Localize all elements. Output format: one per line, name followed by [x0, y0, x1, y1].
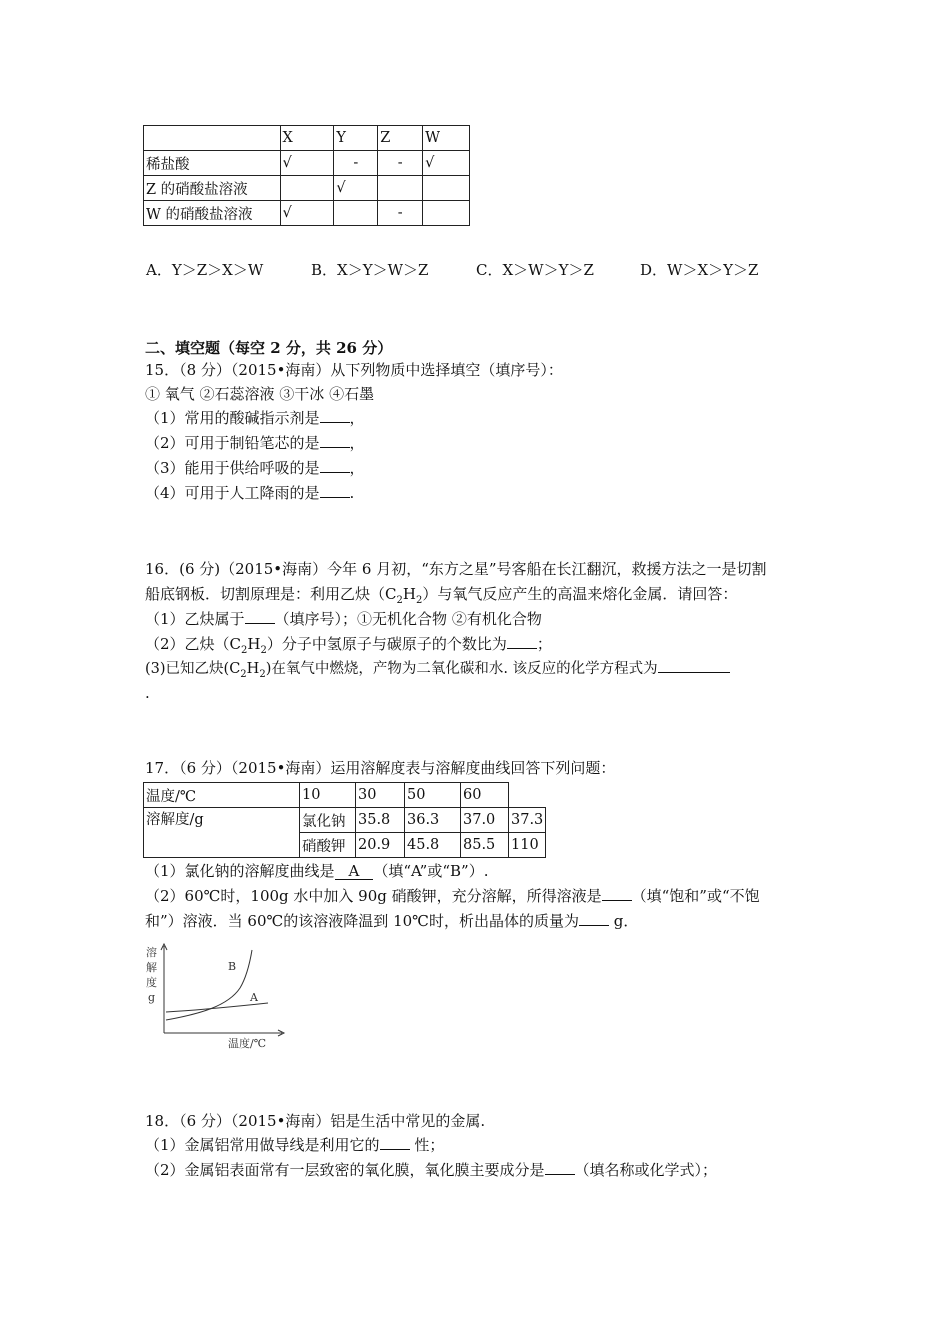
table-cell: 硝酸钾 [300, 833, 356, 858]
text: （填序号）；①无机化合物 ②有机化合物 [274, 610, 542, 628]
subscript: 2 [396, 595, 403, 606]
table-cell: - [378, 201, 423, 226]
answer-blank[interactable] [507, 633, 537, 649]
text: （2）乙炔（C [145, 635, 242, 653]
item-end: ， [349, 434, 365, 452]
option-d: D．W＞X＞Y＞Z [640, 261, 759, 279]
table-cell: W 的硝酸盐溶液 [144, 201, 281, 226]
y-axis-label-char: 解 [146, 961, 157, 974]
table-cell [334, 201, 378, 226]
table-cell: Y [334, 126, 378, 151]
reaction-table [143, 125, 470, 226]
item-end: ， [349, 409, 365, 427]
q16-line-1: 16．(6 分)（2015•海南）今年 6 月初，“东方之星”号客船在长江翻沉，救援方法之一是切割 [145, 560, 767, 578]
table-cell [280, 176, 334, 201]
subscript: 2 [260, 645, 267, 656]
table-cell: W [423, 126, 470, 151]
q15-item-1 [145, 406, 365, 430]
text: （填“A”或“B”）. [373, 862, 489, 880]
q16-item-3 [145, 657, 730, 681]
curve-a [166, 1003, 268, 1012]
table-cell: √ [280, 151, 334, 176]
table-cell: 35.8 [356, 808, 405, 833]
table-cell: √ [423, 151, 470, 176]
table-cell: 温度/℃ [144, 783, 300, 808]
item-text: （2）可用于制铅笔芯的是 [145, 434, 320, 452]
table-cell: 稀盐酸 [144, 151, 281, 176]
q18-stem: 18．（6 分）（2015•海南）铝是生活中常见的金属. [145, 1112, 486, 1130]
text: (3)已知乙炔(C [145, 661, 241, 677]
q16-end-dot: . [145, 684, 150, 702]
table-cell [423, 176, 470, 201]
q18-item-1 [145, 1133, 444, 1157]
table-cell: Z [378, 126, 423, 151]
text: （填“饱和”或“不饱 [631, 887, 760, 905]
text: （1）氯化钠的溶解度曲线是 [145, 862, 335, 880]
table-cell: 溶解度/g [144, 808, 300, 858]
option-b: B．X＞Y＞W＞Z [311, 261, 429, 279]
text: ）分子中氢原子与碳原子的个数比为 [266, 635, 507, 653]
table-cell: Z 的硝酸盐溶液 [144, 176, 281, 201]
text: H [246, 661, 260, 677]
table-cell: 85.5 [461, 833, 509, 858]
item-end: . [349, 484, 355, 502]
text: ； [536, 635, 552, 653]
text: H [247, 635, 261, 653]
answer-blank[interactable] [658, 657, 730, 673]
table-header-row [144, 126, 470, 151]
answer-blank[interactable] [320, 482, 350, 498]
answer-blank[interactable] [245, 608, 275, 624]
table-cell: - [378, 151, 423, 176]
q16-item-2 [145, 632, 552, 656]
table-cell: - [334, 151, 378, 176]
q17-item-2-cont [145, 909, 638, 933]
table-cell: 110 [509, 833, 546, 858]
answer-filled[interactable]: A [335, 863, 374, 880]
table-cell: 37.0 [461, 808, 509, 833]
table-row [144, 176, 470, 201]
table-cell: 氯化钠 [300, 808, 356, 833]
table-cell [378, 176, 423, 201]
text: （2）60℃时，100g 水中加入 90g 硝酸钾，充分溶解，所得溶液是 [145, 887, 602, 905]
subscript: 2 [415, 595, 423, 606]
table-cell: 20.9 [356, 833, 405, 858]
answer-blank[interactable] [579, 910, 609, 926]
table-cell: 45.8 [405, 833, 461, 858]
answer-blank[interactable] [320, 432, 350, 448]
curve-b-label: B [228, 960, 237, 973]
solubility-table [143, 782, 546, 858]
y-axis-label-char: 度 [146, 976, 157, 989]
q17-item-1 [145, 859, 488, 883]
item-text: （3）能用于供给呼吸的是 [145, 459, 320, 477]
q18-item-2 [145, 1158, 717, 1182]
solubility-curve-graph [140, 940, 290, 1055]
q15-item-4 [145, 481, 354, 505]
q15-choices: ① 氧气 ②石蕊溶液 ③干冰 ④石墨 [145, 385, 375, 403]
answer-blank[interactable] [380, 1134, 410, 1150]
text: （填名称或化学式）； [574, 1161, 718, 1179]
option-a: A．Y＞Z＞X＞W [146, 261, 264, 279]
table-cell [509, 783, 546, 808]
text: （1）金属铝常用做导线是利用它的 [145, 1136, 380, 1154]
q17-stem: 17．（6 分）（2015•海南）运用溶解度表与溶解度曲线回答下列问题： [145, 759, 616, 777]
text: 和”）溶液．当 60℃的该溶液降温到 10℃时，析出晶体的质量为 [145, 912, 579, 930]
item-text: （4）可用于人工降雨的是 [145, 484, 320, 502]
table-cell [144, 126, 281, 151]
q15-stem: 15．（8 分）（2015•海南）从下列物质中选择填空（填序号）： [145, 361, 563, 379]
q15-item-2 [145, 431, 365, 455]
text: ）与氧气反应产生的高温来熔化金属．请回答： [422, 585, 738, 603]
option-c: C．X＞W＞Y＞Z [476, 261, 594, 279]
curve-a-label: A [250, 991, 258, 1004]
answer-blank[interactable] [602, 885, 632, 901]
item-text: （1）常用的酸碱指示剂是 [145, 409, 320, 427]
y-axis-label-char: 溶 [146, 946, 157, 959]
table-cell [423, 201, 470, 226]
subscript: 2 [241, 645, 248, 656]
table-row [144, 201, 470, 226]
q16-item-1 [145, 607, 542, 631]
curve-b [166, 950, 252, 1020]
table-cell: 60 [461, 783, 509, 808]
table-row [144, 151, 470, 176]
table-cell: √ [280, 201, 334, 226]
q17-item-2 [145, 884, 760, 908]
text: g． [608, 912, 639, 930]
table-row [144, 783, 546, 808]
text: （1）乙炔属于 [145, 610, 245, 628]
text: 性； [409, 1136, 445, 1154]
section-title: 二、填空题（每空 2 分，共 26 分） [145, 339, 393, 357]
y-axis-label-char: g [148, 991, 156, 1004]
answer-blank[interactable] [320, 457, 350, 473]
table-cell: 30 [356, 783, 405, 808]
text: H [402, 585, 416, 603]
text: )在氧气中燃烧，产物为二氧化碳和水. 该反应的化学方程式为 [265, 661, 658, 677]
table-cell: 37.3 [509, 808, 546, 833]
subscript: 2 [240, 668, 247, 680]
answer-blank[interactable] [320, 407, 350, 423]
q15-item-3 [145, 456, 365, 480]
table-cell: 50 [405, 783, 461, 808]
subscript: 2 [259, 668, 266, 680]
text: 船底钢板．切割原理是：利用乙炔（C [145, 585, 397, 603]
x-axis-label: 温度/℃ [228, 1037, 267, 1050]
table-row [144, 808, 546, 833]
answer-blank[interactable] [545, 1159, 575, 1175]
item-end: ， [349, 459, 365, 477]
q16-line-2 [145, 582, 737, 606]
table-cell: √ [334, 176, 378, 201]
table-cell: 10 [300, 783, 356, 808]
table-cell: 36.3 [405, 808, 461, 833]
text: （2）金属铝表面常有一层致密的氧化膜，氧化膜主要成分是 [145, 1161, 545, 1179]
table-cell: X [280, 126, 334, 151]
